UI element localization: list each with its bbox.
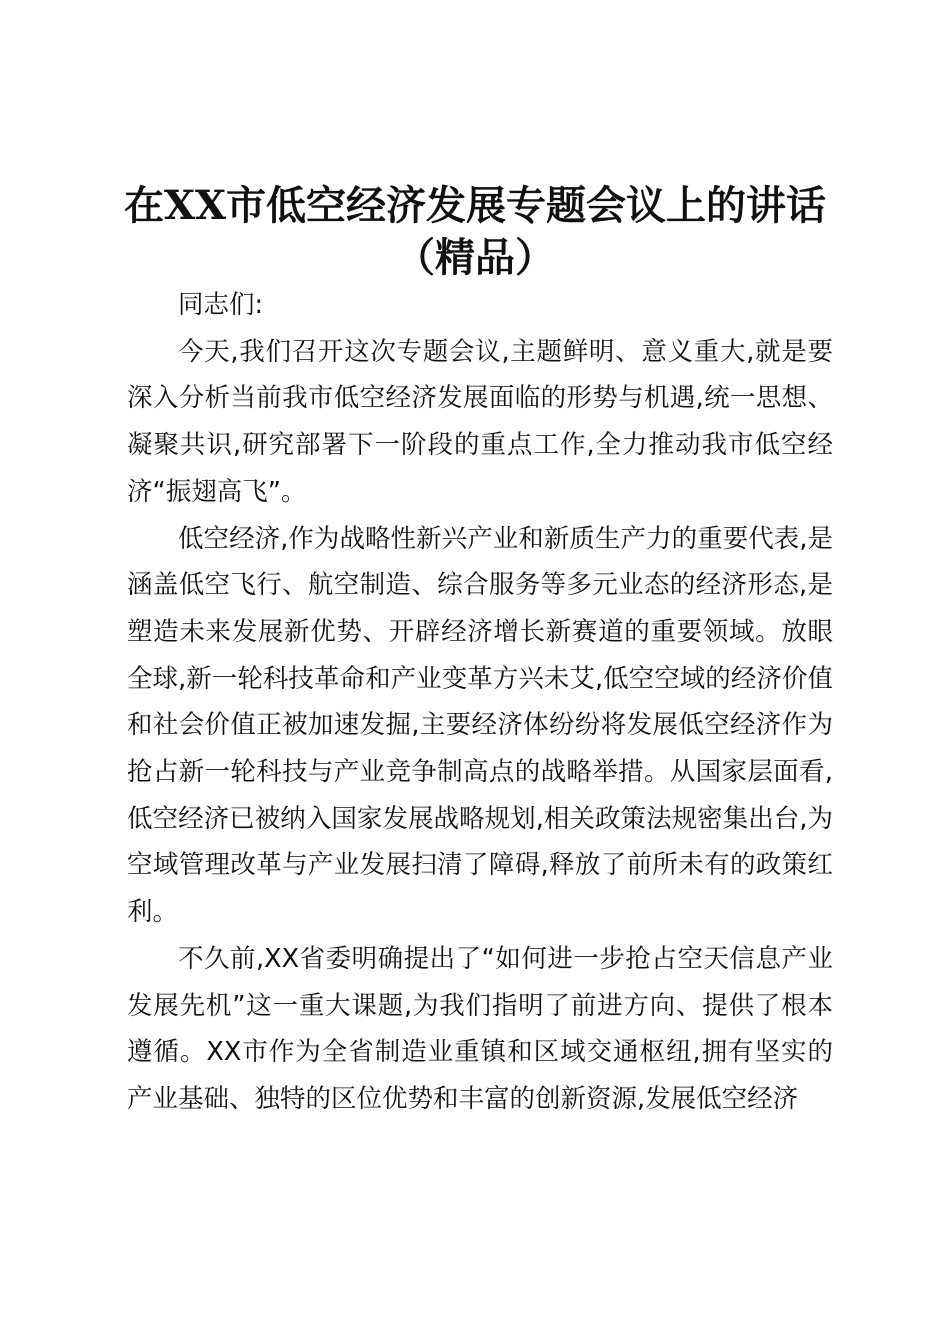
document-title: 在XX市低空经济发展专题会议上的讲话（精品） xyxy=(123,182,827,281)
salutation: 同志们: xyxy=(178,290,264,320)
paragraph-2: 低空经济,作为战略性新兴产业和新质生产力的重要代表,是涵盖低空飞行、航空制造、综合服务等多元业态的经济形态,是塑造未来发展新优势、开辟经济增长新赛道的重要领域。放眼全球,新一轮科技革命和产业变革方兴未艾,低空空域的经济价值和社会价值正被加速发掘,主要经济体纷纷将发展低空经济作为抢占新一轮科技与产业竞争制高点的战略举措。从国家层面看,低空经济已被纳入国家发展战略规划,相关政策法规密集出台,为空域管理改革与产业发展扫清了障碍,释放了前所未有的政策红利。 xyxy=(127,523,833,928)
paragraph-1: 今天,我们召开这次专题会议,主题鲜明、意义重大,就是要深入分析当前我市低空经济发展面临的形势与机遇,统一思想、凝聚共识,研究部署下一阶段的重点工作,全力推动我市低空经济“振翅高飞”。 xyxy=(127,336,833,507)
document-body xyxy=(127,282,833,1123)
paragraph-3: 不久前,XX省委明确提出了“如何进一步抢占空天信息产业发展先机”这一重大课题,为我们指明了前进方向、提供了根本遵循。XX市作为全省制造业重镇和区域交通枢纽,拥有坚实的产业基础、独特的区位优势和丰富的创新资源,发展低空经济 xyxy=(127,943,833,1114)
